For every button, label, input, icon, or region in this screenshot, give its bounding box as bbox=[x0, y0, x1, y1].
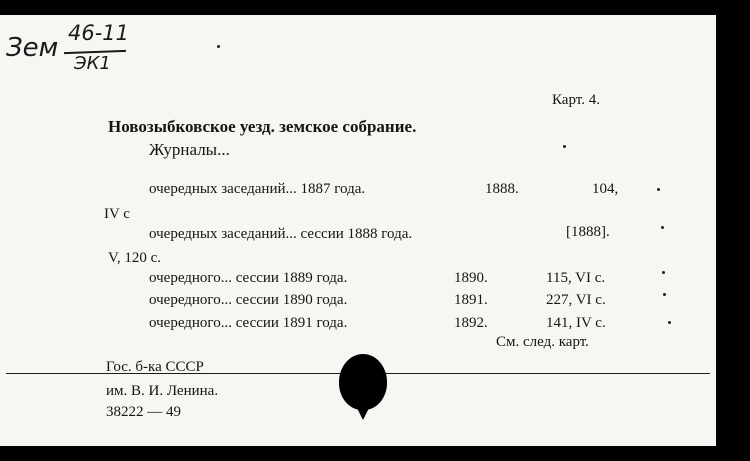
catalog-card bbox=[0, 15, 716, 446]
shelfmark-prefix: Зем bbox=[6, 33, 59, 63]
entry-5-text: очередного... сессии 1891 года. bbox=[149, 315, 348, 331]
entry-2-continuation: V, 120 с. bbox=[108, 250, 162, 266]
speck bbox=[217, 45, 220, 48]
entry-3-extent: 115, VI с. bbox=[546, 270, 606, 286]
entry-3-text: очередного... сессии 1889 года. bbox=[149, 270, 348, 286]
entry-5-year: 1892. bbox=[454, 315, 488, 331]
entry-1-extent: 104, bbox=[592, 181, 619, 197]
entry-1-year: 1888. bbox=[485, 181, 519, 197]
entry-4-year: 1891. bbox=[454, 292, 488, 308]
entry-3-year: 1890. bbox=[454, 270, 488, 286]
shelfmark-numerator: 46-11 bbox=[68, 21, 130, 45]
entry-2-text: очередных заседаний... сессии 1888 года. bbox=[149, 226, 413, 242]
shelfmark-denominator: ЭК1 bbox=[74, 53, 111, 74]
entry-2-year: [1888]. bbox=[566, 224, 610, 240]
speck bbox=[661, 226, 664, 229]
imprint-name: им. В. И. Ленина. bbox=[106, 383, 219, 399]
speck bbox=[563, 145, 566, 148]
entry-5-extent: 141, IV с. bbox=[546, 315, 606, 331]
speck bbox=[657, 188, 660, 191]
imprint-library: Гос. б-ка СССР bbox=[106, 359, 204, 375]
card-heading: Новозыбковское уезд. земское собрание. bbox=[108, 117, 417, 136]
speck bbox=[662, 271, 665, 274]
entry-4-extent: 227, VI с. bbox=[546, 292, 606, 308]
entry-1-continuation: IV с bbox=[104, 206, 130, 222]
entry-4-text: очередного... сессии 1890 года. bbox=[149, 292, 348, 308]
speck bbox=[663, 293, 666, 296]
card-subtitle: Журналы... bbox=[149, 140, 230, 159]
imprint-number: 38222 — 49 bbox=[106, 404, 181, 420]
see-next-card: См. след. карт. bbox=[496, 334, 589, 350]
speck bbox=[668, 321, 671, 324]
card-number: Карт. 4. bbox=[552, 92, 600, 108]
entry-1-text: очередных заседаний... 1887 года. bbox=[149, 181, 366, 197]
punch-hole bbox=[339, 354, 387, 410]
